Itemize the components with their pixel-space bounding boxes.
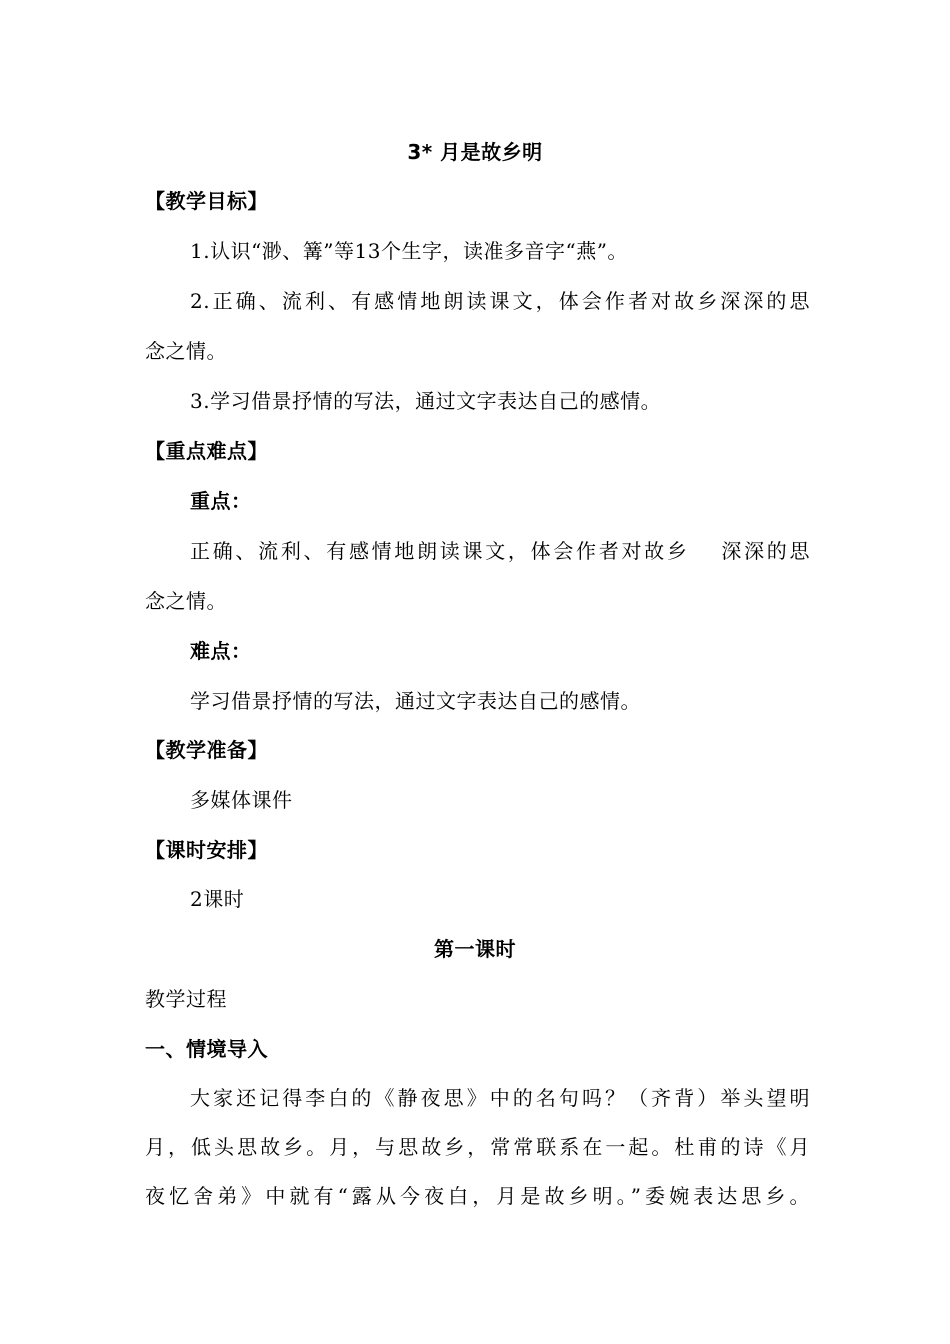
schedule-text: 2课时 <box>190 887 245 911</box>
intro-paragraph-line-2: 月，低头思故乡。月，与思故乡，常常联系在一起。杜甫的诗《月 <box>145 1135 810 1159</box>
preparation-text: 多媒体课件 <box>190 788 293 812</box>
key-label: 重点： <box>190 489 252 513</box>
key-text-line-1: 正确、流利、有感情地朗读课文，体会作者对故乡 深深的思 <box>190 539 810 563</box>
goal-item-2-line-1: 2.正确、流利、有感情地朗读课文，体会作者对故乡深深的思 <box>190 289 810 313</box>
goal-item-3: 3.学习借景抒情的写法，通过文字表达自己的感情。 <box>190 389 662 413</box>
key-text-line-2: 念之情。 <box>145 589 227 613</box>
lesson-title: 第一课时 <box>434 937 516 961</box>
goal-item-2-line-2: 念之情。 <box>145 339 227 363</box>
document-title: 3* 月是故乡明 <box>407 140 543 164</box>
difficulty-label: 难点： <box>190 639 252 663</box>
difficulty-text: 学习借景抒情的写法，通过文字表达自己的感情。 <box>190 689 641 713</box>
intro-paragraph-line-3: 夜忆舍弟》中就有“露从今夜白，月是故乡明。”委婉表达思乡。 <box>145 1184 810 1208</box>
goal-item-1: 1.认识“渺、篝”等13个生字，读准多音字“燕”。 <box>190 239 628 263</box>
key-points-heading: 【重点难点】 <box>145 439 268 463</box>
goals-heading: 【教学目标】 <box>145 189 268 213</box>
intro-paragraph-line-1: 大家还记得李白的《静夜思》中的名句吗？（齐背）举头望明 <box>190 1086 810 1110</box>
schedule-heading: 【课时安排】 <box>145 838 268 862</box>
process-label: 教学过程 <box>145 987 227 1011</box>
section-1-heading: 一、情境导入 <box>145 1037 268 1061</box>
preparation-heading: 【教学准备】 <box>145 738 268 762</box>
